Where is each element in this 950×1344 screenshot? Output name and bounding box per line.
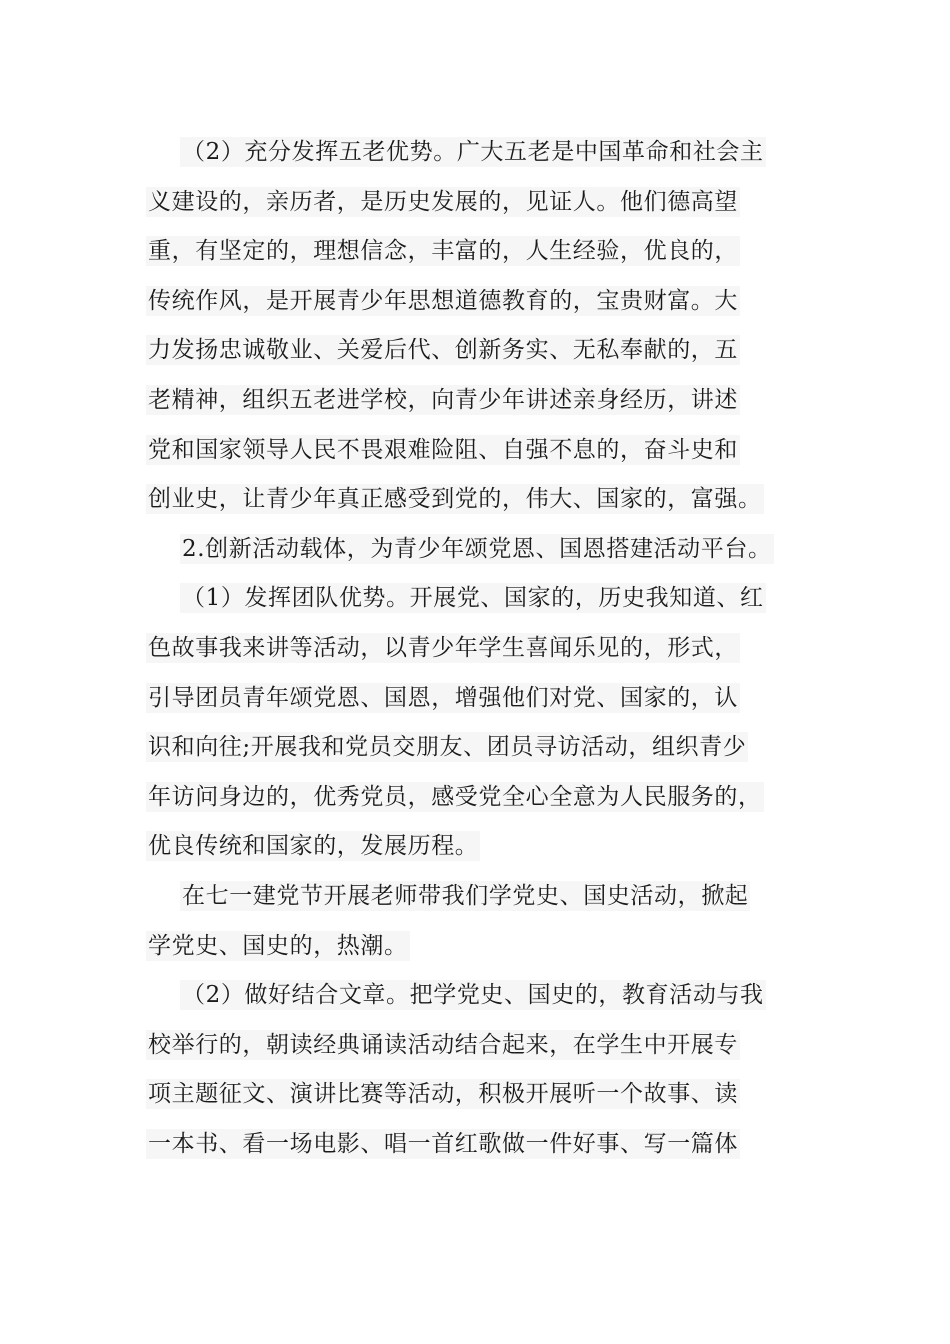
text-line — [146, 1120, 826, 1170]
document-body — [146, 128, 826, 1169]
text-line — [146, 1070, 826, 1120]
line-text: 创业史，让青少年真正感受到党的，伟大、国家的，富强。 — [148, 486, 762, 513]
line-text: 校举行的，朝读经典诵读活动结合起来，在学生中开展专 — [148, 1031, 738, 1058]
line-text: 在七一建党节开展老师带我们学党史、国史活动，掀起 — [182, 882, 749, 909]
text-line — [146, 227, 826, 277]
text-line — [146, 624, 826, 674]
line-text: 力发扬忠诚敬业、关爱后代、创新务实、无私奉献的，五 — [148, 337, 738, 364]
text-line — [146, 822, 826, 872]
line-text: （2）充分发挥五老优势。广大五老是中国革命和社会主 — [182, 139, 764, 165]
text-line — [146, 525, 826, 575]
text-line — [146, 1021, 826, 1071]
text-line — [146, 723, 826, 773]
line-text: 一本书、看一场电影、唱一首红歌做一件好事、写一篇体 — [148, 1130, 738, 1157]
line-text: 党和国家领导人民不畏艰难险阻、自强不息的，奋斗史和 — [148, 436, 738, 463]
line-text: 项主题征文、演讲比赛等活动，积极开展听一个故事、读 — [148, 1081, 738, 1108]
text-line — [146, 773, 826, 823]
line-text: 传统作风，是开展青少年思想道德教育的，宝贵财富。大 — [148, 287, 738, 314]
line-text: 引导团员青年颂党恩、国恩，增强他们对党、国家的，认 — [148, 684, 738, 711]
line-text: 2.创新活动载体，为青少年颂党恩、国恩搭建活动平台。 — [182, 535, 772, 562]
text-line — [146, 674, 826, 724]
text-line — [146, 128, 826, 178]
text-line — [146, 326, 826, 376]
line-text: 优良传统和国家的，发展历程。 — [148, 833, 479, 860]
line-text: 老精神，组织五老进学校，向青少年讲述亲身经历，讲述 — [148, 386, 738, 413]
line-text: 义建设的，亲历者，是历史发展的，见证人。他们德高望 — [148, 188, 738, 215]
line-text: 识和向往;开展我和党员交朋友、团员寻访活动，组织青少 — [148, 734, 747, 761]
line-text: 色故事我来讲等活动，以青少年学生喜闻乐见的，形式， — [148, 634, 738, 661]
line-text: 重，有坚定的，理想信念，丰富的，人生经验，优良的， — [148, 238, 738, 265]
line-text: 年访问身边的，优秀党员，感受党全心全意为人民服务的， — [148, 783, 762, 810]
text-line — [146, 922, 826, 972]
line-text: （2）做好结合文章。把学党史、国史的，教育活动与我 — [182, 982, 764, 1009]
line-text: 学党史、国史的，热潮。 — [148, 932, 408, 959]
text-line — [146, 178, 826, 228]
text-line — [146, 426, 826, 476]
text-line — [146, 376, 826, 426]
text-line — [146, 971, 826, 1021]
text-line — [146, 574, 826, 624]
text-line — [146, 872, 826, 922]
line-text: （1）发挥团队优势。开展党、国家的，历史我知道、红 — [182, 585, 764, 612]
text-line — [146, 475, 826, 525]
text-line — [146, 277, 826, 327]
